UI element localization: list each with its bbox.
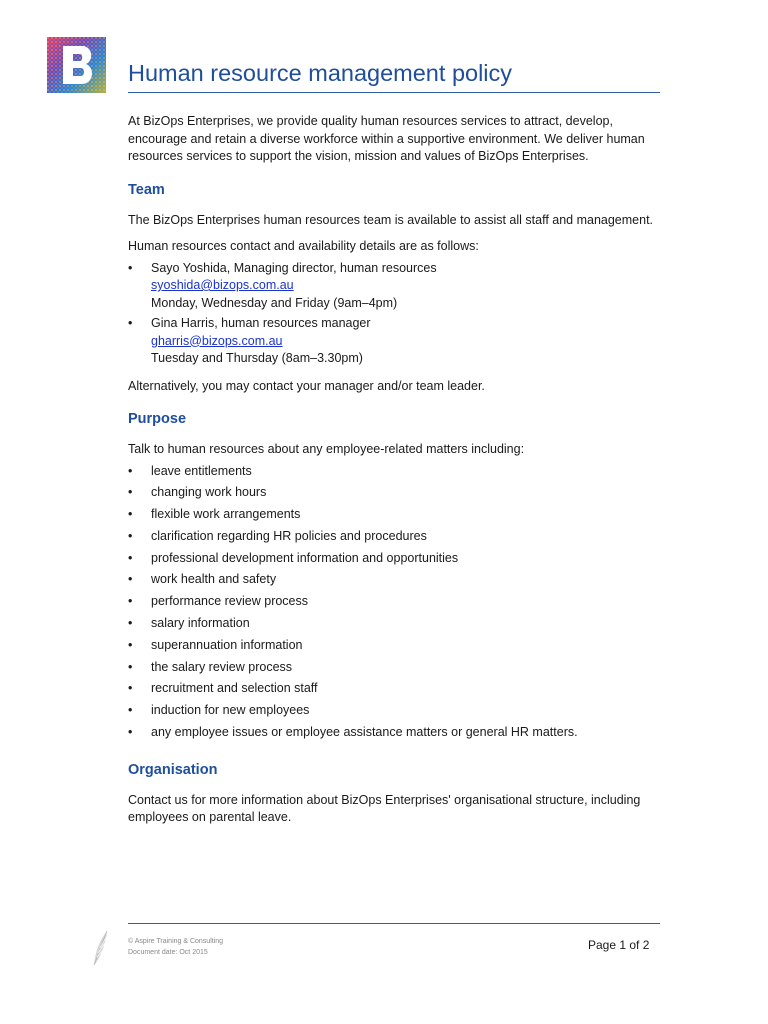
bullet: • xyxy=(128,528,133,543)
list-item xyxy=(128,463,668,485)
list-item xyxy=(128,702,668,724)
footer-info xyxy=(128,936,223,958)
bullet: • xyxy=(128,681,133,696)
footer-document-date: Document date: Oct 2015 xyxy=(128,949,208,956)
alternative-contact: Alternatively, you may contact your manager and/or team leader. xyxy=(128,378,485,393)
bullet: • xyxy=(128,316,133,330)
organisation-paragraph: Contact us for more information about BizOps Enterprises' organisational structure, including employees on parental leave. xyxy=(128,792,641,825)
contact-email-link[interactable]: gharris@bizops.com.au xyxy=(151,333,283,348)
purpose-list xyxy=(128,463,668,746)
list-item-text: professional development information and opportunities xyxy=(151,550,459,565)
bullet: • xyxy=(128,260,133,275)
list-item xyxy=(128,571,668,593)
list-item-text: leave entitlements xyxy=(151,463,252,478)
list-item-text: flexible work arrangements xyxy=(151,507,301,522)
bullet: • xyxy=(128,659,133,674)
contact-availability: Tuesday and Thursday (8am–3.30pm) xyxy=(151,351,363,365)
list-item xyxy=(128,615,668,637)
team-heading: Team xyxy=(128,181,165,198)
contact-item xyxy=(128,315,668,368)
title-divider xyxy=(128,92,660,93)
team-paragraph: The BizOps Enterprises human resources team is available to assist all staff and management. xyxy=(128,212,654,227)
list-item-text: the salary review process xyxy=(151,659,293,674)
list-item xyxy=(128,506,668,528)
list-item-text: changing work hours xyxy=(151,485,267,500)
bullet: • xyxy=(128,572,133,587)
bullet: • xyxy=(128,463,133,478)
intro-paragraph: At BizOps Enterprises, we provide quality human resources services to attract, develop, encourage and retain a diverse workforce within a supportive environment. We deliver human resources services to support the vision, mission and values of BizOps Enterprises. xyxy=(128,114,645,163)
contact-list xyxy=(128,260,668,368)
feather-icon xyxy=(90,927,110,967)
bullet: • xyxy=(128,616,133,631)
list-item xyxy=(128,680,668,702)
list-item xyxy=(128,528,668,550)
list-item xyxy=(128,659,668,681)
bullet: • xyxy=(128,594,133,609)
list-item-text: work health and safety xyxy=(151,572,277,587)
contact-item xyxy=(128,260,668,313)
contact-availability: Monday, Wednesday and Friday (9am–4pm) xyxy=(151,295,398,310)
purpose-lead: Talk to human resources about any employee-related matters including: xyxy=(128,442,525,456)
organisation-heading: Organisation xyxy=(128,761,218,778)
list-item-text: any employee issues or employee assistance matters or general HR matters. xyxy=(151,725,578,740)
contact-intro: Human resources contact and availability details are as follows: xyxy=(128,239,479,253)
list-item xyxy=(128,484,668,506)
list-item xyxy=(128,637,668,659)
bullet: • xyxy=(128,550,133,565)
list-item-text: superannuation information xyxy=(151,637,303,652)
list-item xyxy=(128,593,668,615)
document-body xyxy=(128,113,668,827)
bullet: • xyxy=(128,637,133,652)
bullet: • xyxy=(128,725,133,740)
bullet: • xyxy=(128,507,133,522)
footer-copyright: © Aspire Training & Consulting xyxy=(128,938,224,945)
page-title: Human resource management policy xyxy=(128,60,513,86)
page-number: Page 1 of 2 xyxy=(588,938,650,952)
bizops-logo xyxy=(47,37,106,93)
list-item-text: performance review process xyxy=(151,594,309,609)
list-item-text: clarification regarding HR policies and procedures xyxy=(151,528,427,543)
footer-divider xyxy=(128,923,660,924)
contact-name: Sayo Yoshida, Managing director, human resources xyxy=(151,260,437,275)
list-item xyxy=(128,724,668,746)
bullet: • xyxy=(128,485,133,500)
bullet: • xyxy=(128,703,133,718)
list-item-text: salary information xyxy=(151,616,250,631)
contact-name: Gina Harris, human resources manager xyxy=(151,316,371,330)
list-item xyxy=(128,550,668,572)
purpose-heading: Purpose xyxy=(128,411,187,427)
list-item-text: induction for new employees xyxy=(151,703,310,718)
list-item-text: recruitment and selection staff xyxy=(151,681,318,696)
contact-email-link[interactable]: syoshida@bizops.com.au xyxy=(151,278,294,292)
